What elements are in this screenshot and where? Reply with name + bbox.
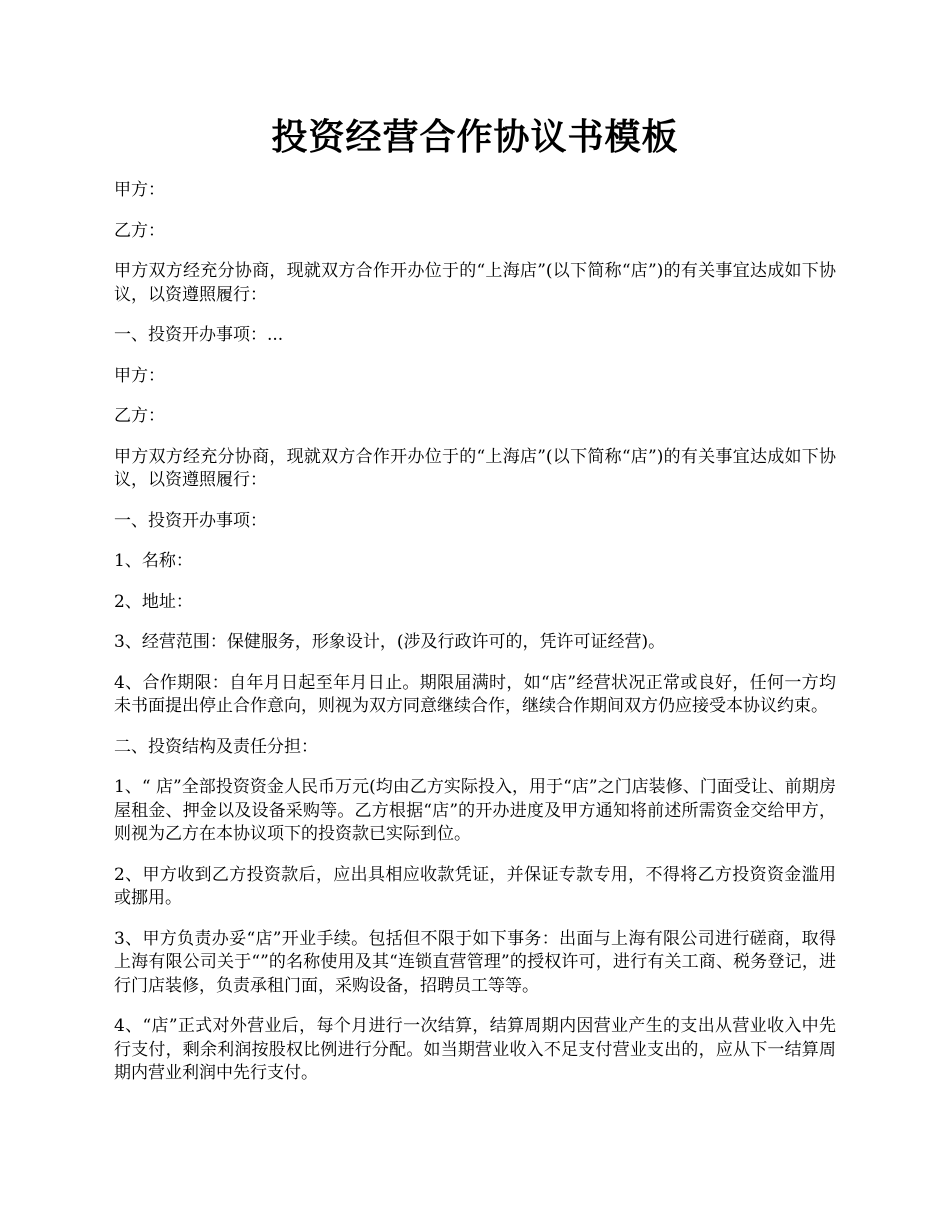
paragraph-party-b: 乙方： <box>114 220 165 241</box>
paragraph-section-two-heading: 二、投资结构及责任分担： <box>114 736 318 757</box>
paragraph-section-one-heading: 一、投资开办事项： <box>114 510 267 531</box>
paragraph-item-name: 1、名称： <box>114 551 193 571</box>
paragraph-item-term: 4、合作期限：自年月日起至年月日止。期限届满时，如“店”经营状况正常或良好，任何一方均未书面提出停止合作意向，则视为双方同意继续合作，继续合作期间双方仍应接受本协议约束。 <box>114 672 836 716</box>
paragraph-clause-4: 4、“店”正式对外营业后，每个月进行一次结算，结算周期内因营业产生的支出从营业收入中先行支付，剩余利润按股权比例进行分配。如当期营业收入不足支付营业支出的，应从下一结算周期内营业利润中先行支付。 <box>114 1016 836 1083</box>
paragraph-clause-3: 3、甲方负责办妥“店”开业手续。包括但不限于如下事务：出面与上海有限公司进行磋商，取得上海有限公司关于“”的名称使用及其“连锁直营管理”的授权许可，进行有关工商、税务登记，进行门店装修，负责承租门面，采购设备，招聘员工等等。 <box>114 928 836 996</box>
paragraph-section-heading: 一、投资开办事项：... <box>114 325 284 345</box>
paragraph-party-a: 甲方： <box>114 180 165 200</box>
paragraph-preamble-repeat: 甲方双方经充分协商，现就双方合作开办位于的“上海店”(以下简称“店”)的有关事宜达成如下协议，以资遵照履行： <box>114 446 836 490</box>
paragraph-party-a-repeat: 甲方： <box>114 365 165 386</box>
paragraph-clause-2: 2、甲方收到乙方投资款后，应出具相应收款凭证，并保证专款专用，不得将乙方投资资金滥用或挪用。 <box>114 864 836 908</box>
document-body <box>114 179 836 1103</box>
paragraph-preamble: 甲方双方经充分协商，现就双方合作开办位于的“上海店”(以下简称“店”)的有关事宜达成如下协议，以资遵照履行： <box>114 261 836 305</box>
paragraph-clause-1: 1、“ 店”全部投资资金人民币万元(均由乙方实际投入，用于“店”之门店装修、门面受让、前期房屋租金、押金以及设备采购等。乙方根据“店”的开办进度及甲方通知将前述所需资金交给甲方，则视为乙方在本协议项下的投资款已实际到位。 <box>114 777 836 844</box>
paragraph-item-address: 2、地址： <box>114 591 193 612</box>
paragraph-item-scope: 3、经营范围：保健服务，形象设计，(涉及行政许可的，凭许可证经营)。 <box>114 632 666 652</box>
paragraph-party-b-repeat: 乙方： <box>114 406 165 426</box>
document-title: 投资经营合作协议书模板 <box>271 116 679 158</box>
